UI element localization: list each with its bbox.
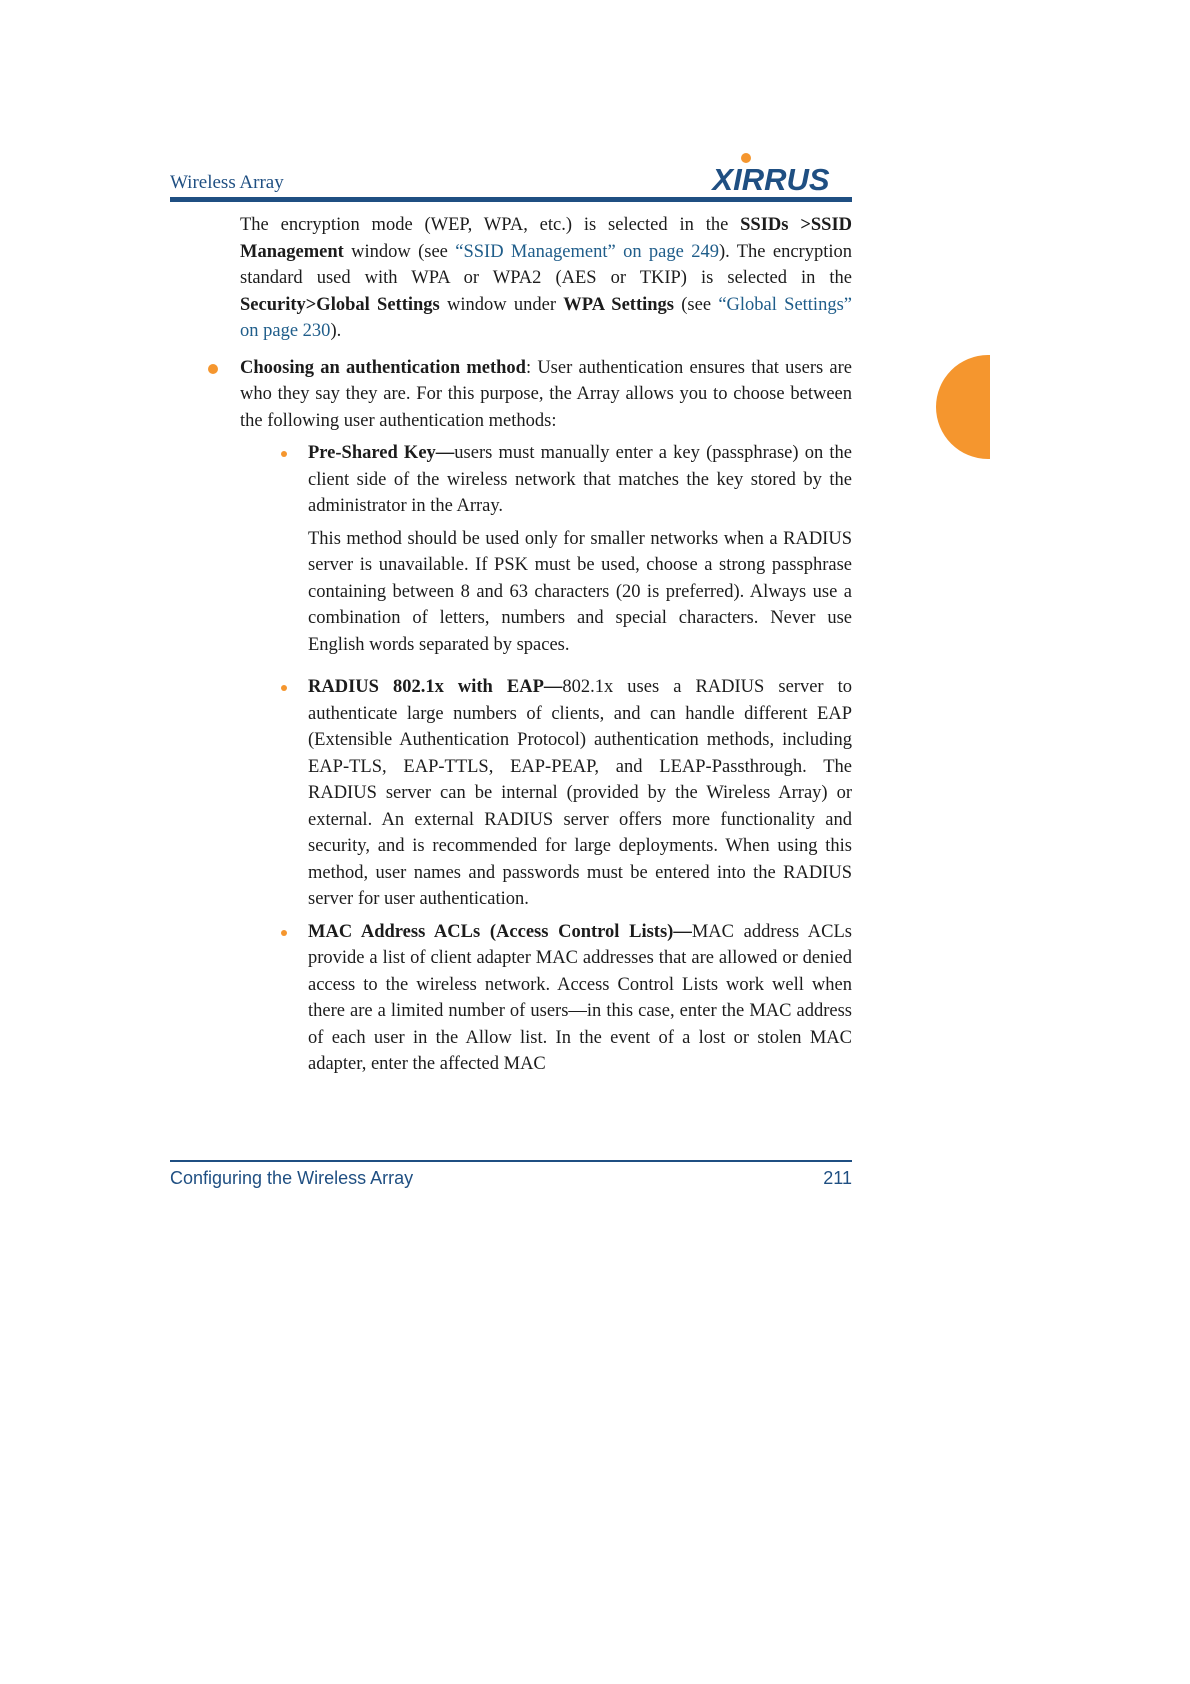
- bullet-dot: [208, 364, 218, 374]
- intro-paragraph: The encryption mode (WEP, WPA, etc.) is selected in the SSIDs >SSID Management window (see “SSID Management” on page 249). The encryption standard used with WPA or WPA2 (AES or TKIP) is selected in the Security>Global Settings window under WPA Settings (see “Global Settings” on page 230).: [240, 215, 852, 341]
- page-number: 211: [823, 1168, 852, 1188]
- sub-bullet-dot: [281, 451, 287, 457]
- mac-acl-item: MAC Address ACLs (Access Control Lists)—MAC address ACLs provide a list of client adapter MAC addresses that are allowed or denied access to the wireless network. Access Control Lists work well when there are a limited number of users—in this case, enter the MAC address of each user in the Allow list. In the event of a lost or stolen MAC adapter, enter the affected MAC: [308, 919, 852, 1078]
- section-tab: [936, 355, 990, 459]
- page-content: [170, 212, 852, 1078]
- auth-method-bullet: Choosing an authentication method: User authentication ensures that users are who they say they are. For this purpose, the Array allows you to choose between the following user authentication methods:: [240, 355, 852, 435]
- header-title: Wireless Array: [170, 172, 284, 193]
- psk-note: This method should be used only for smaller networks when a RADIUS server is unavailable. If PSK must be used, choose a strong passphrase containing between 8 and 63 characters (20 is preferred). Always use a combination of letters, numbers and special characters. Never use English words separated by spaces.: [308, 528, 852, 655]
- wpa-settings-label: WPA Settings: [563, 294, 674, 315]
- sub-bullet-dot: [281, 685, 287, 691]
- radius-item: RADIUS 802.1x with EAP—802.1x uses a RADIUS server to authenticate large numbers of clients, and can handle different EAP (Extensible Authentication Protocol) authentication methods, including EAP-TLS, EAP-TTLS, EAP-PEAP, and LEAP-Passthrough. The RADIUS server can be internal (provided by the Wireless Array) or external. An external RADIUS server offers more functionality and security, and is recommended for large deployments. When using this method, user names and passwords must be entered into the RADIUS server for user authentication.: [308, 674, 852, 913]
- ssid-management-link[interactable]: “SSID Management” on page 249: [455, 241, 719, 262]
- sub-bullet-dot: [281, 930, 287, 936]
- header-rule: [170, 197, 852, 202]
- xirrus-logo: [696, 150, 846, 194]
- psk-item: Pre-Shared Key—users must manually enter a key (passphrase) on the client side of the wireless network that matches the key stored by the administrator in the Array.: [308, 440, 852, 520]
- auth-method-heading: Choosing an authentication method: [240, 357, 526, 378]
- global-settings-link[interactable]: “Global Settings” on page 230: [240, 294, 852, 341]
- radius-title: RADIUS 802.1x with EAP: [308, 677, 544, 697]
- global-settings-path: Security>Global Settings: [240, 294, 440, 315]
- footer-chapter-title: Configuring the Wireless Array: [170, 1168, 414, 1188]
- mac-acl-title: MAC Address ACLs (Access Control Lists): [308, 921, 674, 942]
- ssid-management-path: SSIDs >SSID Management: [240, 215, 852, 262]
- psk-title: Pre-Shared Key: [308, 443, 436, 463]
- logo-text: XIRRUS: [712, 162, 830, 194]
- page-footer: [170, 1160, 852, 1188]
- footer-rule: [170, 1160, 852, 1162]
- page-header: [170, 152, 852, 202]
